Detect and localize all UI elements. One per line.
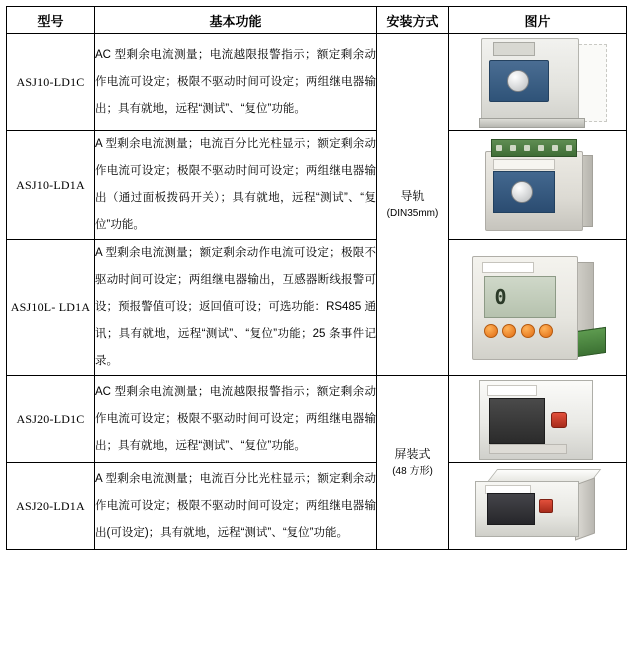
lcd-reading: 0	[494, 284, 509, 309]
device-bottom-strip	[489, 444, 567, 454]
cell-model: ASJ20-LD1C	[7, 376, 95, 463]
product-image-panel-mount	[449, 376, 626, 462]
terminal-screw	[496, 145, 502, 151]
cell-function: A 型剩余电流测量；电流百分比光柱显示；额定剩余动作电流可设定；极限不驱动时间可设定；两组继电器输出（通过面板拨码开关）；具有就地，远程“测试”、“复位”功能。	[95, 131, 377, 240]
button-row	[484, 324, 554, 338]
din-rail	[479, 118, 585, 128]
table-body	[7, 34, 627, 550]
cell-model: ASJ10-LD1A	[7, 131, 95, 240]
terminal-screw	[524, 145, 530, 151]
device-illustration-asj10-ld1c	[463, 34, 613, 130]
mounting-sub-label: (48 方形)	[392, 465, 433, 477]
product-image-din-rail-relay	[449, 34, 626, 130]
column-header-picture: 图片	[449, 7, 627, 34]
cell-picture	[449, 463, 627, 550]
function-button[interactable]	[539, 324, 553, 338]
mounting-label: 屏装式	[394, 446, 431, 461]
table-row	[7, 34, 627, 131]
device-knob	[507, 70, 529, 92]
product-image-lcd-meter	[449, 250, 626, 366]
cell-function: AC 型剩余电流测量；电流越限报警指示；额定剩余动作电流可设定；极限不驱动时间可设定；两组继电器输出；具有就地，远程“测试”、“复位”功能。	[95, 34, 377, 131]
reset-button[interactable]	[551, 412, 567, 428]
table-row	[7, 131, 627, 240]
table-row	[7, 240, 627, 376]
table-head	[7, 7, 627, 34]
function-button[interactable]	[502, 324, 516, 338]
terminal-block	[491, 139, 577, 157]
cell-model: ASJ10L- LD1A	[7, 240, 95, 376]
mounting-label: 导轨	[400, 188, 425, 203]
cell-model: ASJ10-LD1C	[7, 34, 95, 131]
product-image-din-rail-module	[449, 137, 626, 233]
device-illustration-asj10l-ld1a	[458, 250, 618, 366]
cell-picture	[449, 131, 627, 240]
cell-mounting-panel	[377, 376, 449, 550]
device-illustration-asj20-ld1c	[463, 376, 613, 462]
terminal-screw	[538, 145, 544, 151]
column-header-model: 型号	[7, 7, 95, 34]
device-knob	[511, 181, 533, 203]
cell-function: AC 型剩余电流测量；电流越限报警指示；额定剩余动作电流可设定；极限不驱动时间可设定；两组继电器输出；具有就地，远程“测试”、“复位”功能。	[95, 376, 377, 463]
lcd-display	[484, 276, 556, 318]
device-brand-strip	[482, 262, 534, 273]
table-row	[7, 463, 627, 550]
terminal-screw	[566, 145, 572, 151]
product-spec-table	[6, 6, 627, 550]
cell-model: ASJ20-LD1A	[7, 463, 95, 550]
function-button[interactable]	[521, 324, 535, 338]
device-faceplate	[489, 398, 545, 444]
terminal-screw	[552, 145, 558, 151]
device-label-strip	[493, 159, 555, 170]
device-faceplate	[487, 493, 535, 525]
cell-mounting-din	[377, 34, 449, 376]
cell-picture	[449, 240, 627, 376]
cell-function: A 型剩余电流测量；电流百分比光柱显示；额定剩余动作电流可设定；极限不驱动时间可设定；两组继电器输出(可设定)；具有就地，远程“测试”、“复位”功能。	[95, 463, 377, 550]
table-row	[7, 376, 627, 463]
device-illustration-asj10-ld1a	[463, 137, 613, 233]
product-image-panel-meter	[449, 463, 626, 549]
device-label-strip	[493, 42, 535, 56]
cell-function: A 型剩余电流测量；额定剩余动作电流可设定；极限不驱动时间可设定；两组继电器输出，互感器断线报警可设；预报警值可设；返回值可设；可选功能：RS485 通讯；具有就地，远程“测试”、“复位”功能；25 条事件记录。	[95, 240, 377, 376]
device-illustration-asj20-ld1a	[463, 463, 613, 549]
device-brand-strip	[487, 385, 537, 396]
column-header-function: 基本功能	[95, 7, 377, 34]
header-row	[7, 7, 627, 34]
terminal-screw	[510, 145, 516, 151]
cell-picture	[449, 34, 627, 131]
function-button[interactable]	[484, 324, 498, 338]
reset-button[interactable]	[539, 499, 553, 513]
spec-table-page	[0, 6, 632, 652]
column-header-mounting: 安装方式	[377, 7, 449, 34]
mounting-sub-label: (DIN35mm)	[386, 207, 439, 219]
cell-picture	[449, 376, 627, 463]
